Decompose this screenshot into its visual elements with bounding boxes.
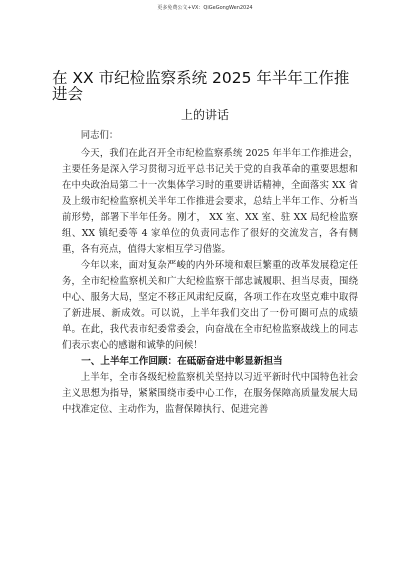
header-note: 更多免费公文+VX：QiGeGongWen2024 [157,5,253,11]
paragraph: 上半年，全市各级纪检监察机关坚持以习近平新时代中国特色社会主义思想为指导，紧紧围绕市委中心工作，在服务保障高质量发展大局中找准定位、主动作为，监督保障执行、促进完善 [62,372,358,415]
page-title: 在 XX 市纪检监察系统 2025 年半年工作推进会 [52,69,350,103]
page-subtitle: 上的讲话 [180,108,229,122]
paragraph: 今天，我们在此召开全市纪检监察系统 2025 年半年工作推进会，主要任务是深入学习贯彻习近平总书记关于党的自我革命的重要思想和在中央政治局第二十一次集体学习时的重要讲话精神，全面落实 XX 省及上级市纪检监察机关半年工作推进会要求，总结上半年工作、分析当前形势，部署下半年任务。刚才， XX 室、XX 室、驻 XX 局纪检监察组、XX 镇纪委等 4 家单位的负责同志作了很好的交流发言，各有侧重，各有亮点，值得大家相互学习借鉴。 [62,148,358,255]
paragraph: 今年以来，面对复杂严峻的内外环境和艰巨繁重的改革发展稳定任务，全市纪检监察机关和广大纪检监察干部忠诚履职、担当尽责，围绕中心、服务大局，坚定不移正风肃纪反腐，各项工作在攻坚克难中取得了新进展、新成效。可以说，上半年我们交出了一份可圈可点的成绩单。在此，我代表市纪委常委会，向奋战在全市纪检监察战线上的同志们表示衷心的感谢和诚挚的问候！ [62,260,358,351]
salutation: 同志们： [80,130,119,141]
document-body [62,128,358,418]
section-heading: 一、上半年工作回顾：在砥砺奋进中彰显新担当 [81,356,283,367]
